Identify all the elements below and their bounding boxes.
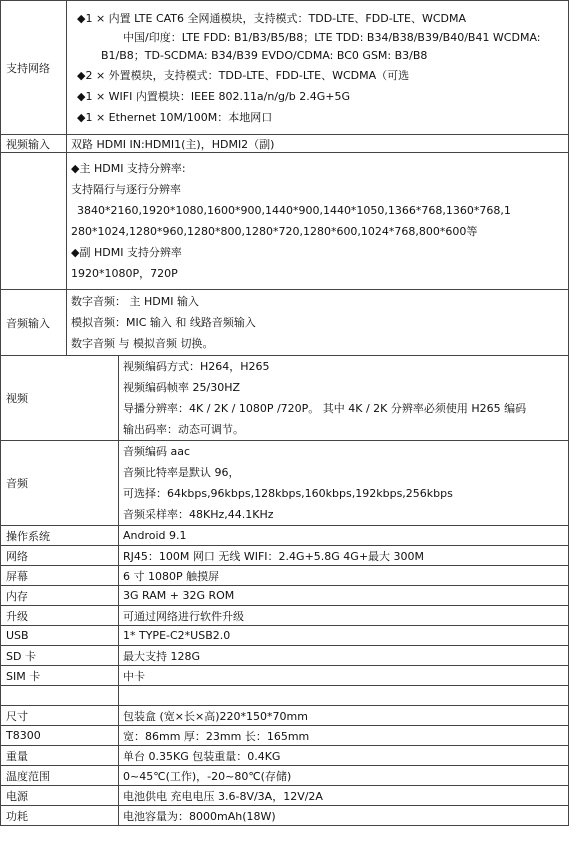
spec-line: ◆1 × Ethernet 10M/100M：本地网口 bbox=[77, 110, 273, 124]
audio-cell bbox=[119, 441, 569, 526]
row-value: 双路 HDMI IN:HDMI1(主)，HDMI2（副) bbox=[67, 135, 569, 153]
row-label: 视频 bbox=[1, 356, 119, 441]
row-label: 升级 bbox=[1, 606, 119, 626]
row-label: 音频输入 bbox=[1, 290, 67, 356]
network-support-cell bbox=[67, 1, 569, 135]
spec-line: 音频采样率：48KHz,44.1KHz bbox=[123, 508, 274, 521]
spec-line: 导播分辨率：4K / 2K / 1080P /720P。 其中 4K / 2K 分辨率必须使用 H265 编码 bbox=[123, 402, 527, 415]
spec-line: 输出码率：动态可调节。 bbox=[123, 423, 244, 436]
table-row bbox=[1, 566, 569, 586]
spec-line: 视频编码帧率 25/30HZ bbox=[123, 381, 241, 394]
table-row bbox=[1, 666, 569, 686]
row-value: 包装盒 (宽×长×高)220*150*70mm bbox=[119, 706, 569, 726]
row-value: Android 9.1 bbox=[119, 526, 569, 546]
spec-line: 模拟音频：MIC 输入 和 线路音频输入 bbox=[71, 316, 256, 329]
row-value: 宽：86mm 厚：23mm 长：165mm bbox=[119, 726, 569, 746]
spec-line: 音频编码 aac bbox=[123, 445, 191, 458]
row-label bbox=[1, 686, 119, 706]
row-label: 视频输入 bbox=[1, 135, 67, 153]
row-label: 功耗 bbox=[1, 806, 119, 826]
table-row bbox=[1, 746, 569, 766]
row-label: 操作系统 bbox=[1, 526, 119, 546]
spec-line: ◆1 × 内置 LTE CAT6 全网通模块，支持模式：TDD-LTE、FDD-LTE、WCDMA bbox=[77, 11, 466, 25]
table-row bbox=[1, 706, 569, 726]
row-value: 可通过网络进行软件升级 bbox=[119, 606, 569, 626]
row-value: 6 寸 1080P 触摸屏 bbox=[119, 566, 569, 586]
row-label: 内存 bbox=[1, 586, 119, 606]
row-label: T8300 bbox=[1, 726, 119, 746]
table-row bbox=[1, 626, 569, 646]
row-value: 电池供电 充电电压 3.6-8V/3A，12V/2A bbox=[119, 786, 569, 806]
spec-line: 视频编码方式：H264，H265 bbox=[123, 360, 270, 373]
spec-line: 支持隔行与逐行分辨率 bbox=[71, 183, 181, 196]
audio-input-cell bbox=[67, 290, 569, 356]
row-label: SIM 卡 bbox=[1, 666, 119, 686]
table-row bbox=[1, 546, 569, 566]
table-row bbox=[1, 1, 569, 135]
table-row bbox=[1, 356, 569, 441]
spec-line: 数字音频： 主 HDMI 输入 bbox=[71, 295, 199, 308]
row-value: 中卡 bbox=[119, 666, 569, 686]
row-label: 尺寸 bbox=[1, 706, 119, 726]
spec-line: 音频比特率是默认 96， bbox=[123, 466, 240, 479]
row-value: 1* TYPE-C2*USB2.0 bbox=[119, 626, 569, 646]
row-value: 最大支持 128G bbox=[119, 646, 569, 666]
row-label: 电源 bbox=[1, 786, 119, 806]
table-row bbox=[1, 153, 569, 290]
row-value: 电池容量为：8000mAh(18W) bbox=[119, 806, 569, 826]
spec-line: 280*1024,1280*960,1280*800,1280*720,1280*600,1024*768,800*600等 bbox=[71, 225, 478, 238]
spec-line: 可选择：64kbps,96kbps,128kbps,160kbps,192kbps,256kbps bbox=[123, 487, 453, 500]
row-label: 网络 bbox=[1, 546, 119, 566]
spec-line: 中国/印度：LTE FDD: B1/B3/B5/B8；LTE TDD: B34/B38/B39/B40/B41 WCDMA: bbox=[123, 30, 541, 44]
spec-line: ◆主 HDMI 支持分辨率: bbox=[71, 162, 186, 175]
table-row bbox=[1, 646, 569, 666]
table-row bbox=[1, 786, 569, 806]
spec-line: ◆副 HDMI 支持分辨率 bbox=[71, 246, 182, 259]
row-label: 重量 bbox=[1, 746, 119, 766]
table-row bbox=[1, 135, 569, 153]
video-cell bbox=[119, 356, 569, 441]
table-row bbox=[1, 606, 569, 626]
table-row bbox=[1, 586, 569, 606]
table-row bbox=[1, 806, 569, 826]
spec-line: ◆1 × WIFI 内置模块：IEEE 802.11a/n/g/b 2.4G+5G bbox=[77, 89, 350, 103]
table-row bbox=[1, 686, 569, 706]
table-row bbox=[1, 766, 569, 786]
spec-line: 数字音频 与 模拟音频 切换。 bbox=[71, 337, 214, 350]
table-row bbox=[1, 526, 569, 546]
row-label: SD 卡 bbox=[1, 646, 119, 666]
hdmi-resolution-cell bbox=[67, 153, 569, 290]
spec-line: 1920*1080P，720P bbox=[71, 267, 178, 280]
row-value: 0~45℃(工作)，-20~80℃(存储) bbox=[119, 766, 569, 786]
row-value bbox=[119, 686, 569, 706]
row-value: 单台 0.35KG 包装重量：0.4KG bbox=[119, 746, 569, 766]
row-value: RJ45：100M 网口 无线 WIFI：2.4G+5.8G 4G+最大 300M bbox=[119, 546, 569, 566]
row-label: 支持网络 bbox=[1, 1, 67, 135]
row-label bbox=[1, 153, 67, 290]
row-value: 3G RAM + 32G ROM bbox=[119, 586, 569, 606]
table-row bbox=[1, 290, 569, 356]
row-label: 屏幕 bbox=[1, 566, 119, 586]
row-label: 温度范围 bbox=[1, 766, 119, 786]
spec-line: 3840*2160,1920*1080,1600*900,1440*900,1440*1050,1366*768,1360*768,1 bbox=[77, 204, 511, 217]
table-row bbox=[1, 441, 569, 526]
row-label: 音频 bbox=[1, 441, 119, 526]
row-label: USB bbox=[1, 626, 119, 646]
spec-line: ◆2 × 外置模块，支持模式：TDD-LTE、FDD-LTE、WCDMA（可选 bbox=[77, 68, 410, 82]
spec-line: B1/B8；TD-SCDMA: B34/B39 EVDO/CDMA: BC0 GSM: B3/B8 bbox=[101, 48, 428, 62]
table-row bbox=[1, 726, 569, 746]
